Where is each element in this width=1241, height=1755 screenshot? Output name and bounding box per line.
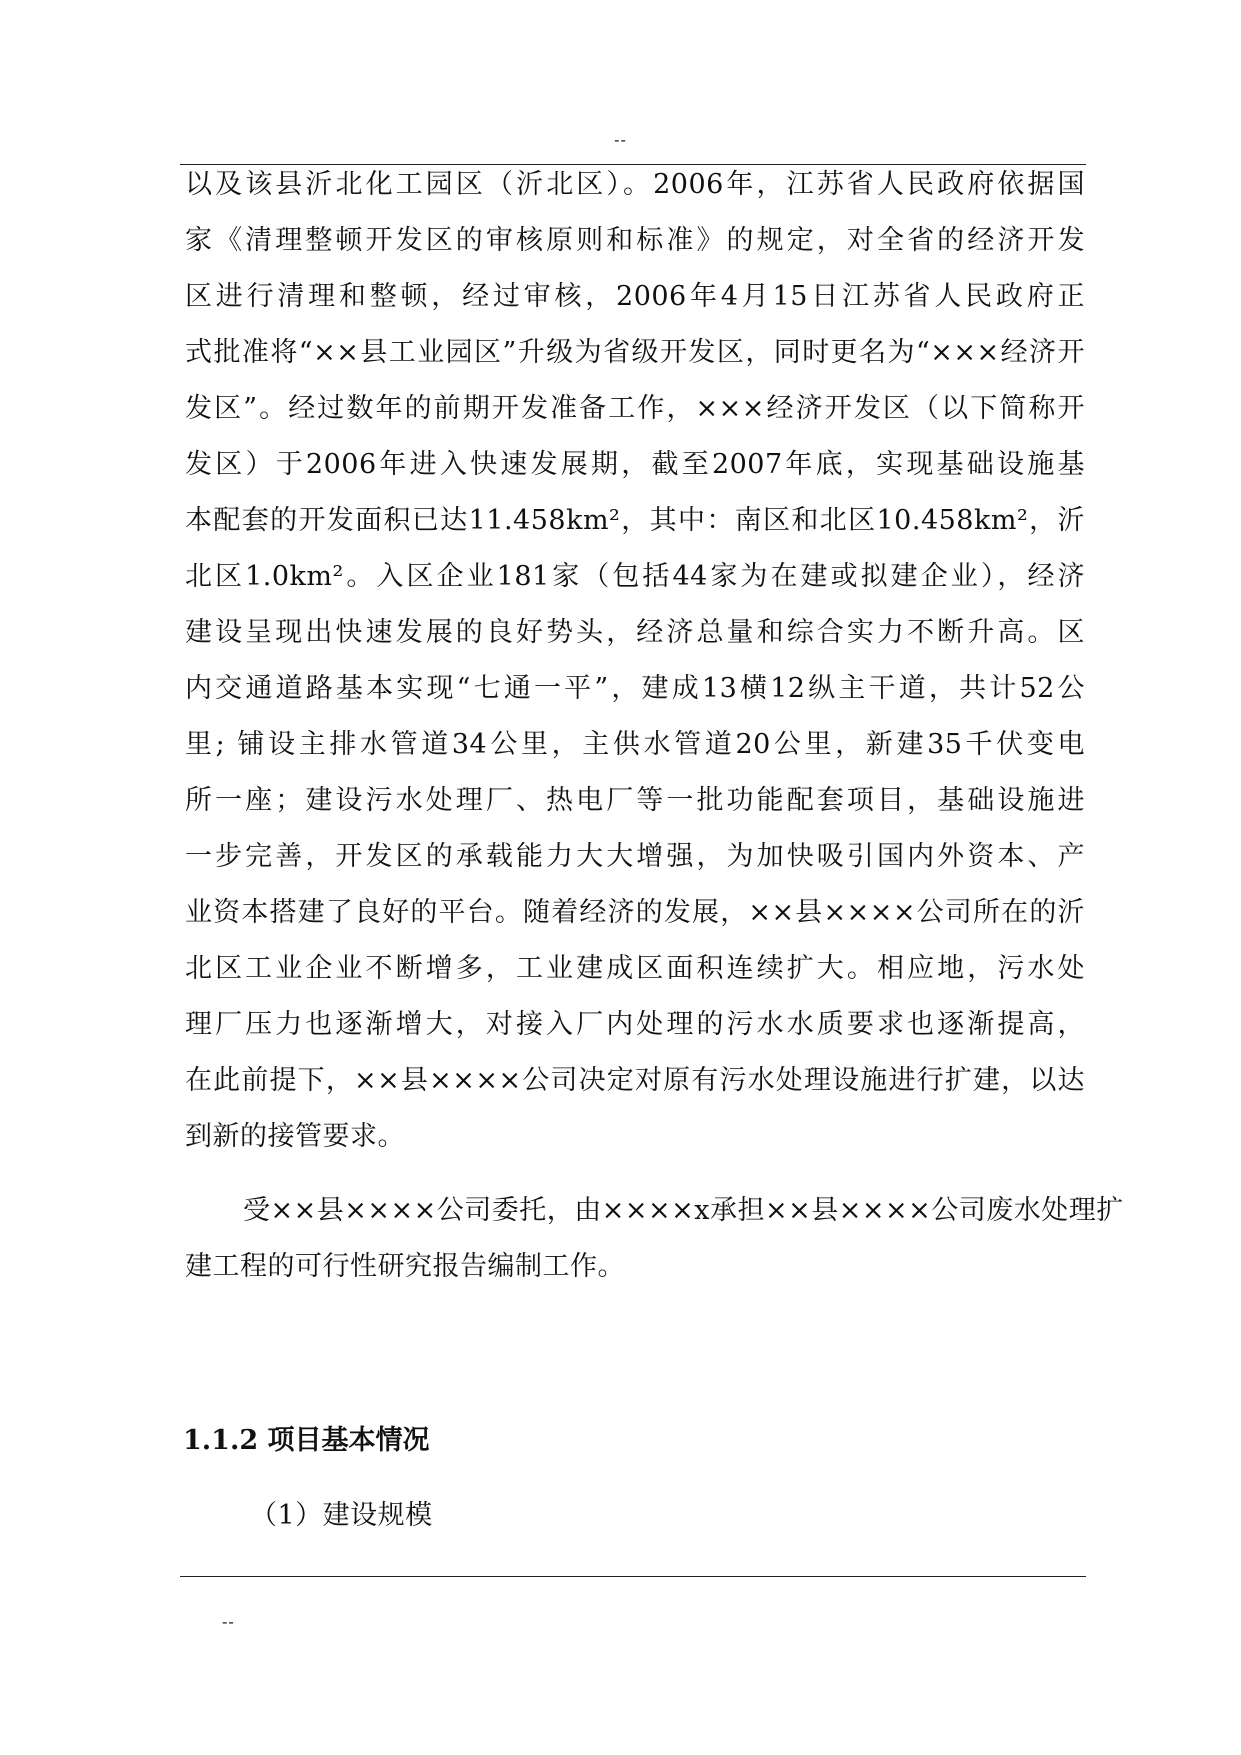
paragraph-line: 北区工业企业不断增多，工业建成区面积连续扩大。相应地，污水处 <box>185 953 1085 984</box>
paragraph-line: 发区）于2006年进入快速发展期，截至2007年底，实现基础设施基 <box>185 449 1085 480</box>
section-heading: 1.1.2 项目基本情况 <box>183 1425 430 1456</box>
page-footer-mark: -- <box>222 1612 235 1631</box>
paragraph-line: 以及该县沂北化工园区（沂北区）。2006年，江苏省人民政府依据国 <box>185 169 1085 200</box>
paragraph-line: 里; 铺设主排水管道34公里，主供水管道20公里，新建35千伏变电 <box>185 729 1085 760</box>
paragraph-line: 北区1.0km²。入区企业181家（包括44家为在建或拟建企业），经济 <box>185 561 1085 592</box>
paragraph-line: 在此前提下，××县××××公司决定对原有污水处理设施进行扩建，以达 <box>185 1065 1085 1096</box>
paragraph-line: 建工程的可行性研究报告编制工作。 <box>185 1251 625 1282</box>
paragraph-line: 区进行清理和整顿，经过审核，2006年4月15日江苏省人民政府正 <box>185 281 1085 312</box>
footer-rule <box>180 1576 1086 1577</box>
paragraph-line: 理厂压力也逐渐增大，对接入厂内处理的污水水质要求也逐渐提高， <box>185 1009 1085 1040</box>
paragraph-line: 所一座；建设污水处理厂、热电厂等一批功能配套项目，基础设施进 <box>185 785 1085 816</box>
paragraph-line: 业资本搭建了良好的平台。随着经济的发展，××县××××公司所在的沂 <box>185 897 1085 928</box>
paragraph-line: 内交通道路基本实现“七通一平”，建成13横12纵主干道，共计52公 <box>185 673 1085 704</box>
paragraph-line: 式批准将“××县工业园区”升级为省级开发区，同时更名为“×××经济开 <box>185 337 1085 368</box>
paragraph-line: 本配套的开发面积已达11.458km²，其中：南区和北区10.458km²，沂 <box>185 505 1085 536</box>
paragraph-line: 受××县××××公司委托，由××××x承担××县××××公司废水处理扩 <box>243 1195 1124 1226</box>
section-subheading: （1）建设规模 <box>250 1500 433 1531</box>
paragraph-line: 到新的接管要求。 <box>185 1121 405 1152</box>
paragraph-line: 发区”。经过数年的前期开发准备工作，×××经济开发区（以下简称开 <box>185 393 1085 424</box>
page-header-mark: -- <box>614 130 627 149</box>
paragraph-line: 一步完善，开发区的承载能力大大增强，为加快吸引国内外资本、产 <box>185 841 1085 872</box>
paragraph-line: 建设呈现出快速发展的良好势头，经济总量和综合实力不断升高。区 <box>185 617 1085 648</box>
paragraph-line: 家《清理整顿开发区的审核原则和标准》的规定，对全省的经济开发 <box>185 225 1085 256</box>
